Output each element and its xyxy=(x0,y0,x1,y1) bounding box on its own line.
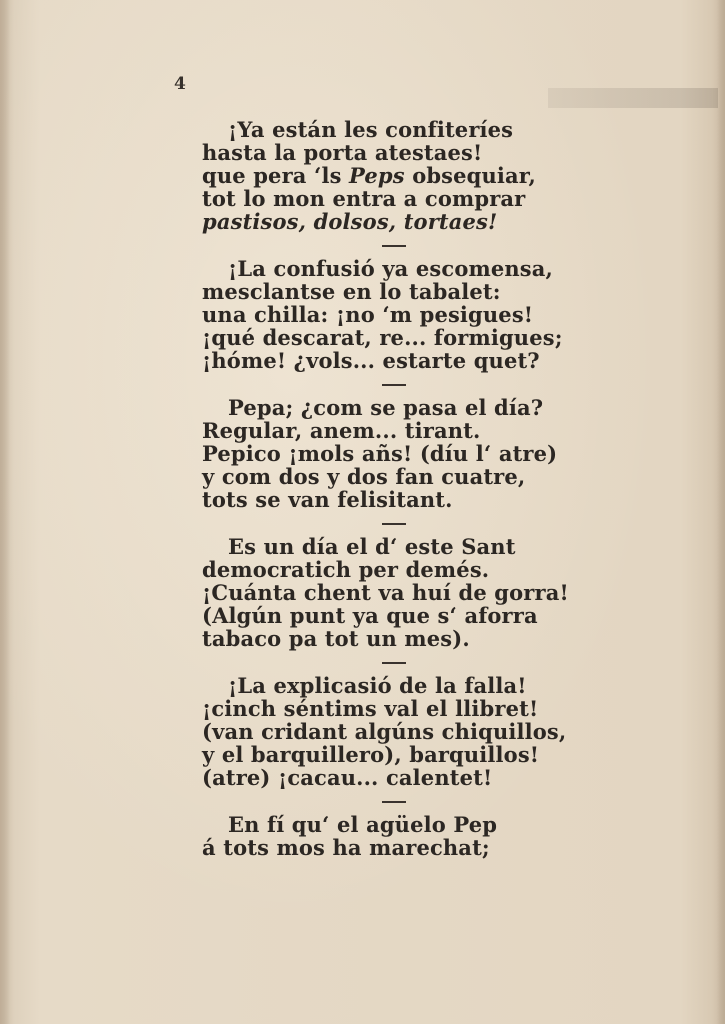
poem-line: ¡La explicasió de la falla! xyxy=(228,673,527,698)
poem-line: democratich per demés. xyxy=(202,557,490,582)
stanza-separator xyxy=(382,801,406,803)
poem-line: una chilla: ¡no ‘m pesigues! xyxy=(202,302,534,327)
poem-line: (atre) ¡cacau... calentet! xyxy=(202,765,493,790)
poem-line: y el barquillero), barquillos! xyxy=(202,742,540,767)
poem-line: En fí qu‘ el agüelo Pep xyxy=(228,812,498,837)
stanza-6 xyxy=(202,813,562,859)
poem-line: Pepa; ¿com se pasa el día? xyxy=(228,395,544,420)
poem-line: mesclantse en lo tabalet: xyxy=(202,279,501,304)
poem-line: tabaco pa tot un mes). xyxy=(202,626,470,651)
stanza-separator xyxy=(382,384,406,386)
poem-line: ¡cinch séntims val el llibret! xyxy=(202,696,539,721)
poem-text xyxy=(202,117,569,860)
stanza-separator xyxy=(382,245,406,247)
stanza-5 xyxy=(202,673,567,790)
stanza-2 xyxy=(202,257,562,372)
poem-line-part: que pera ‘ls xyxy=(202,163,350,188)
poem-line: hasta la porta atestaes! xyxy=(202,140,483,165)
poem-line: Es un día el d‘ este Sant xyxy=(228,534,516,559)
stanza-1 xyxy=(202,118,562,233)
poem-line: y com dos y dos fan cuatre, xyxy=(202,464,526,489)
right-page-edge xyxy=(717,0,725,1024)
stanza-3 xyxy=(202,396,562,511)
poem-line: ¡hóme! ¿vols... estarte quet? xyxy=(202,348,540,373)
stanza-separator xyxy=(382,523,406,525)
italic-word: Peps xyxy=(349,163,405,188)
poem-line: Regular, anem... tirant. xyxy=(202,418,481,443)
left-page-edge xyxy=(0,0,10,1024)
poem-line: ¡Ya están les confiteríes xyxy=(228,117,514,142)
poem-line xyxy=(202,164,562,187)
poem-line: (Algún punt ya que s‘ aforra xyxy=(202,603,538,628)
poem-line-italic: pastisos, dolsos, tortaes! xyxy=(202,209,498,234)
poem-line: tots se van felisitant. xyxy=(202,487,453,512)
bleed-through-band xyxy=(548,88,718,108)
stanza-separator xyxy=(382,662,406,664)
poem-line: ¡La confusió ya escomensa, xyxy=(228,256,553,281)
poem-line: Pepico ¡mols añs! (díu l‘ atre) xyxy=(202,441,558,466)
poem-line: tot lo mon entra a comprar xyxy=(202,186,526,211)
poem-line-part: obsequiar, xyxy=(404,163,536,188)
poem-line: ¡qué descarat, re... formigues; xyxy=(202,325,563,350)
poem-line: ¡Cuánta chent va huí de gorra! xyxy=(202,580,569,605)
stanza-4 xyxy=(202,534,569,651)
poem-line: (van cridant algúns chiquillos, xyxy=(202,719,567,744)
page-number: 4 xyxy=(174,74,186,94)
poem-line: á tots mos ha marechat; xyxy=(202,835,490,860)
